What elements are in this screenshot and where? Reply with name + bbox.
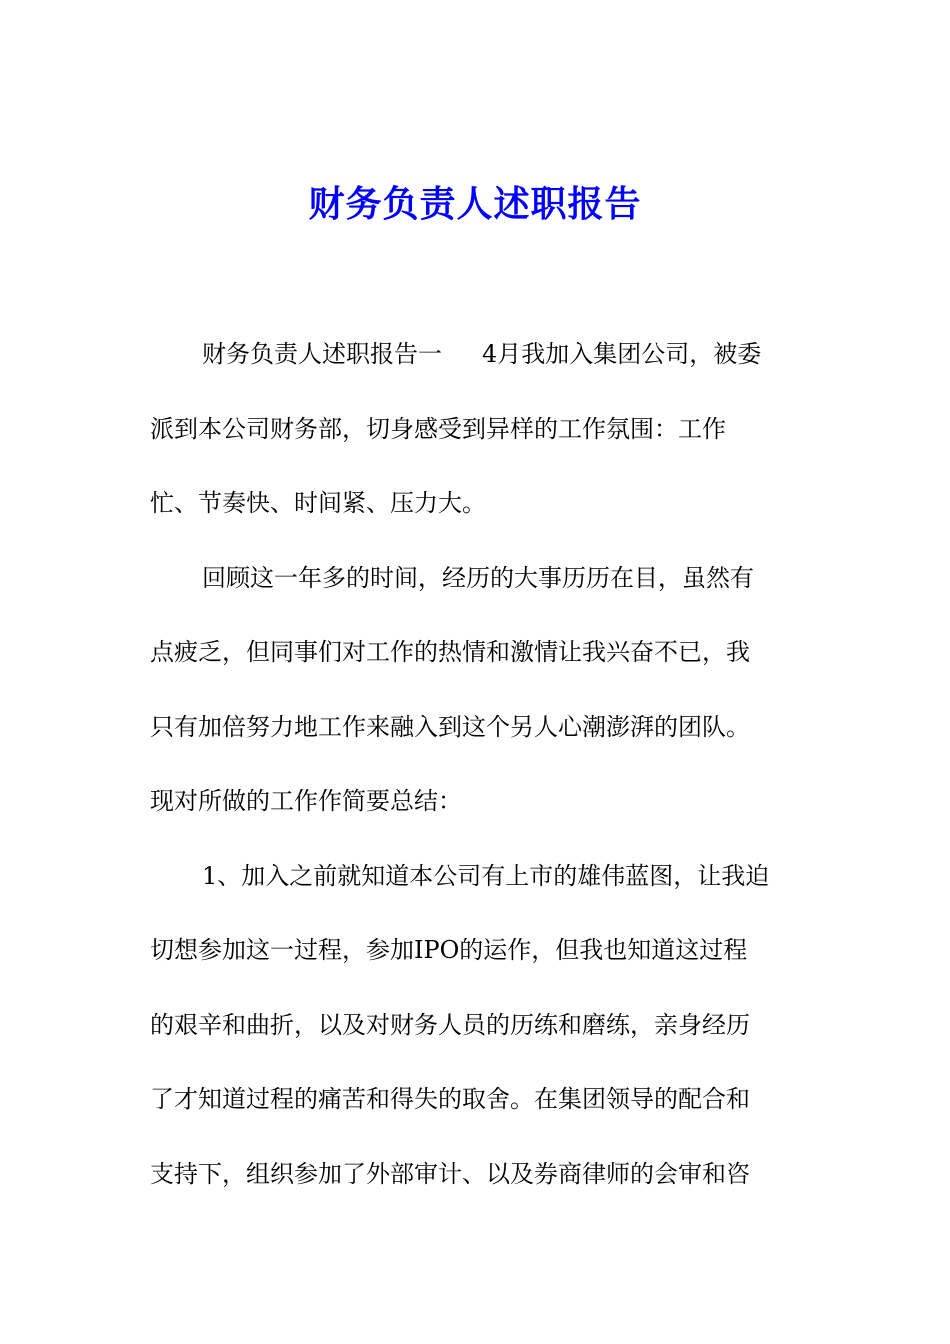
paragraph-line: 1、加入之前就知道本公司有上市的雄伟蓝图，让我迫 [202,861,770,890]
paragraph-line: 只有加倍努力地工作来融入到这个另人心潮澎湃的团队。 [150,712,750,741]
document-body [150,324,810,1218]
paragraph-line: 支持下，组织参加了外部审计、以及券商律师的会审和咨 [150,1159,750,1188]
paragraph-line: 回顾这一年多的时间，经历的大事历历在目，虽然有 [202,563,754,592]
document-title: 财务负责人述职报告 [308,183,642,225]
paragraph-line: 派到本公司财务部，切身感受到异样的工作氛围：工作 [150,414,726,443]
paragraph-2 [150,548,810,846]
paragraph-1 [150,324,810,548]
paragraph-line: 忙、节奏快、时间紧、压力大。 [150,489,486,517]
report-heading-inline: 财务负责人述职报告一 [202,340,442,368]
paragraph-text: 4月我加入集团公司，被委 [482,340,762,368]
paragraph-3 [150,846,810,1219]
paragraph-line: 了才知道过程的痛苦和得失的取舍。在集团领导的配合和 [150,1085,750,1113]
paragraph-line: 的艰辛和曲折，以及对财务人员的历练和磨练，亲身经历 [150,1010,750,1039]
paragraph-line: 现对所做的工作作简要总结： [150,787,462,815]
paragraph-line: 点疲乏，但同事们对工作的热情和激情让我兴奋不已，我 [150,638,750,666]
paragraph-line: 切想参加这一过程，参加IPO的运作，但我也知道这过程 [150,936,748,964]
paragraph-line [150,324,810,399]
